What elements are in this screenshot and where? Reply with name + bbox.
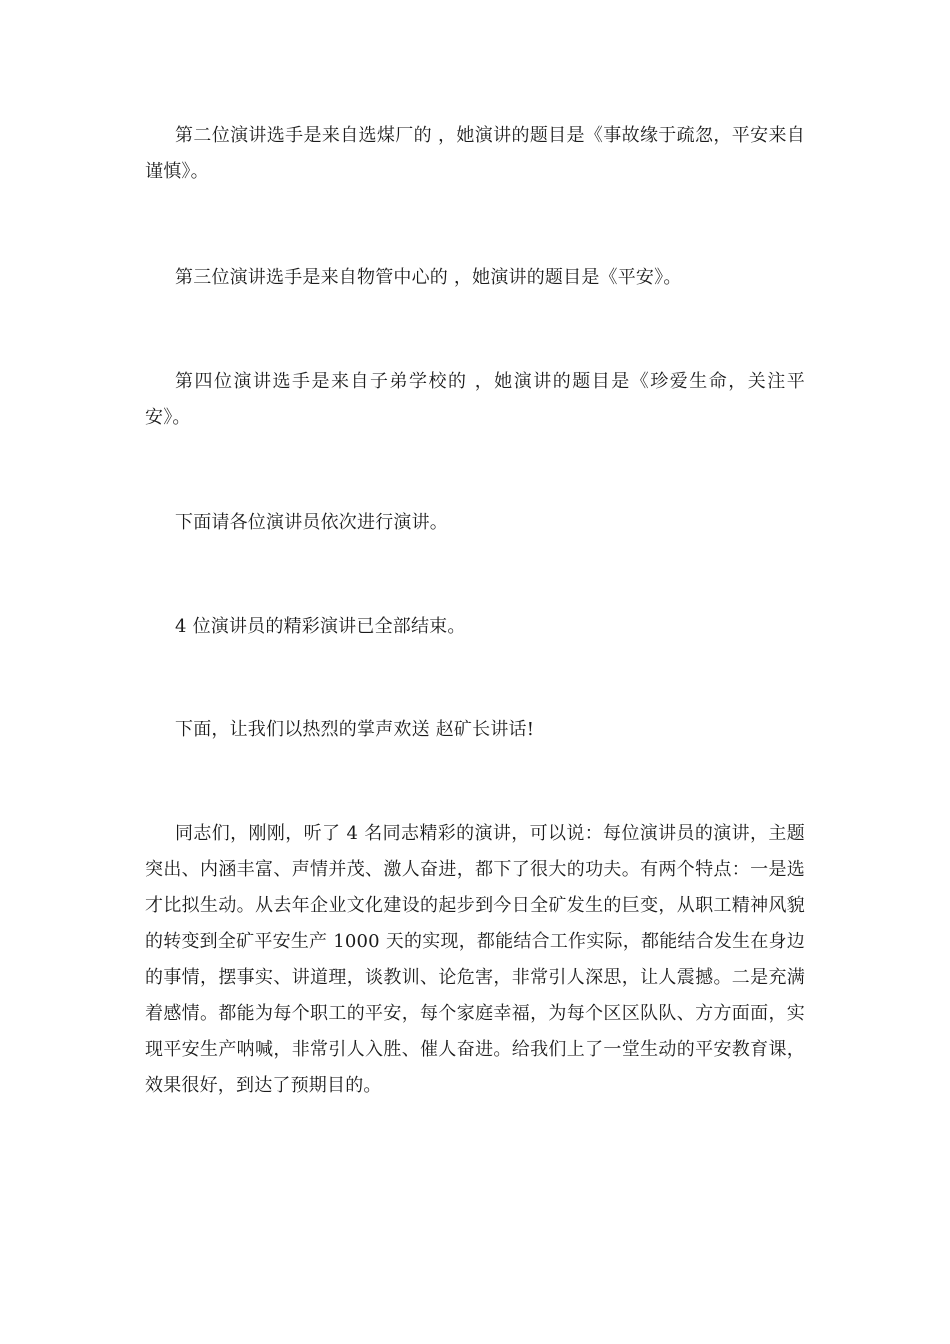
paragraph-begin-speeches: 下面请各位演讲员依次进行演讲。: [175, 512, 448, 533]
paragraph-speaker-2: 第二位演讲选手是来自选煤厂的 ，她演讲的题目是《事故缘于疏忽，平安来自谨慎》。: [145, 125, 805, 182]
paragraph-speaker-4: 第四位演讲选手是来自子弟学校的 ，她演讲的题目是《珍爱生命，关注平安》。: [145, 371, 805, 428]
paragraph-director-speech: 同志们，刚刚，听了 4 名同志精彩的演讲，可以说：每位演讲员的演讲，主题突出、内涵丰富、声情并茂、激人奋进，都下了很大的功夫。有两个特点：一是选才比拟生动。从去年企业文化建设的起步到今日全矿发生的巨变，从职工精神风貌的转变到全矿平安生产 1000 天的实现，都能结合工作实际，都能结合发生在身边的事情，摆事实、讲道理，谈教训、论危害，非常引人深思，让人震撼。二是充满着感情。都能为每个职工的平安，每个家庭幸福，为每个区区队队、方方面面，实现平安生产呐喊，非常引人入胜、催人奋进。给我们上了一堂生动的平安教育课，效果很好，到达了预期目的。: [145, 823, 805, 1096]
paragraph-welcome-director: 下面，让我们以热烈的掌声欢送 赵矿长讲话!: [175, 719, 535, 740]
paragraph-speeches-ended: 4 位演讲员的精彩演讲已全部结束。: [175, 616, 466, 637]
paragraph-speaker-3: 第三位演讲选手是来自物管中心的 ，她演讲的题目是《平安》。: [175, 267, 682, 288]
